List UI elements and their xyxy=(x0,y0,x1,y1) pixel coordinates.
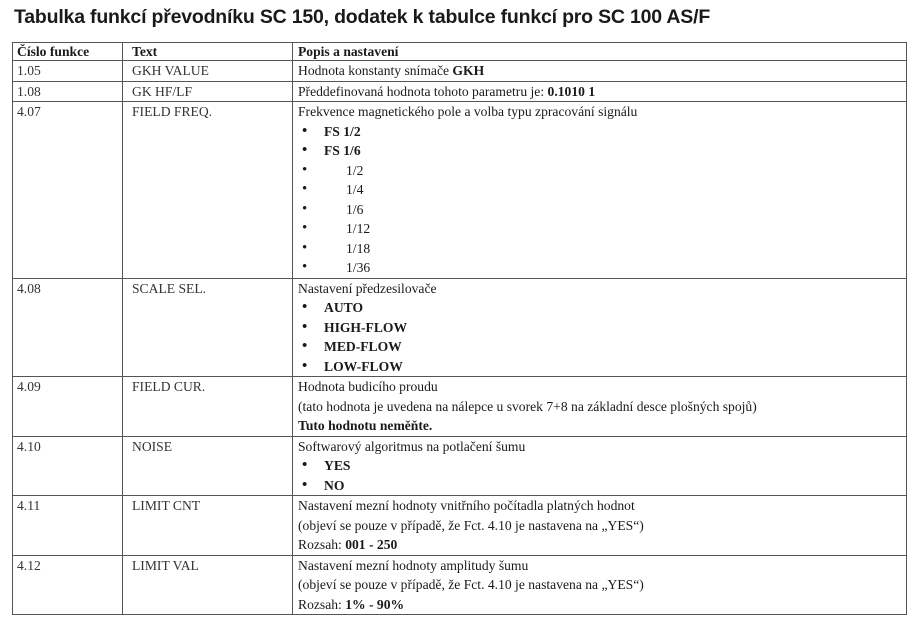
description-text: Nastavení předzesilovače xyxy=(298,280,437,296)
function-text: FIELD FREQ. xyxy=(123,102,293,279)
function-text: FIELD CUR. xyxy=(123,377,293,437)
description-line xyxy=(298,535,902,555)
description-line xyxy=(298,279,902,299)
description-text: Rozsah: xyxy=(298,537,346,552)
function-number: 4.08 xyxy=(13,278,123,377)
description-line xyxy=(298,82,902,102)
option-item: • FS 1/6 xyxy=(298,141,902,161)
option-item: • FS 1/2 xyxy=(298,122,902,142)
function-number: 4.11 xyxy=(13,496,123,556)
option-item: • AUTO xyxy=(298,298,902,318)
function-number: 4.12 xyxy=(13,555,123,615)
description-text: (objeví se pouze v případě, že Fct. 4.10 je nastavena na „YES“) xyxy=(298,517,644,533)
function-description xyxy=(293,377,907,437)
table-row xyxy=(13,102,907,279)
function-description xyxy=(293,81,907,102)
function-description xyxy=(293,496,907,556)
description-text: Softwarový algoritmus na potlačení šumu xyxy=(298,438,526,454)
function-text: GKH VALUE xyxy=(123,61,293,82)
function-description xyxy=(293,61,907,82)
option-list xyxy=(298,298,902,376)
table-row xyxy=(13,436,907,496)
option-list xyxy=(298,122,902,278)
function-description xyxy=(293,102,907,279)
function-text: GK HF/LF xyxy=(123,81,293,102)
option-item: • 1/12 xyxy=(298,219,902,239)
function-number: 4.07 xyxy=(13,102,123,279)
option-item: • LOW-FLOW xyxy=(298,357,902,377)
description-text: Hodnota budicího proudu xyxy=(298,379,438,394)
table-row xyxy=(13,278,907,377)
table-row xyxy=(13,555,907,615)
description-line xyxy=(298,496,902,516)
table-header-row xyxy=(13,43,907,61)
description-value: GKH xyxy=(452,63,485,78)
option-item: • 1/4 xyxy=(298,180,902,200)
description-line xyxy=(298,397,902,417)
description-line xyxy=(298,102,902,122)
table-row xyxy=(13,496,907,556)
description-text: Nastavení mezní hodnoty amplitudy šumu xyxy=(298,557,529,573)
description-line xyxy=(298,575,902,595)
description-value: Tuto hodnotu neměňte. xyxy=(298,418,433,433)
description-text: Nastavení mezní hodnoty vnitřního počítadla platných hodnot xyxy=(298,498,635,513)
table-row xyxy=(13,377,907,437)
option-item: • HIGH-FLOW xyxy=(298,318,902,338)
description-text: (tato hodnota je uvedena na nálepce u svorek 7+8 na základní desce plošných spojů) xyxy=(298,398,757,414)
description-line xyxy=(298,416,902,436)
option-item: • YES xyxy=(298,456,902,476)
function-description xyxy=(293,278,907,377)
description-value: 0.1010 1 xyxy=(547,83,596,99)
column-header-description: Popis a nastavení xyxy=(293,43,907,61)
function-text: LIMIT CNT xyxy=(123,496,293,556)
function-description xyxy=(293,555,907,615)
description-line xyxy=(298,556,902,576)
option-item: • 1/36 xyxy=(298,258,902,278)
option-item: • MED-FLOW xyxy=(298,337,902,357)
description-line xyxy=(298,61,902,81)
function-text: NOISE xyxy=(123,436,293,496)
table-row xyxy=(13,61,907,82)
table-body xyxy=(13,61,907,615)
description-value: 1% - 90% xyxy=(345,596,405,612)
document-title: Tabulka funkcí převodníku SC 150, dodatek k tabulce funkcí pro SC 100 AS/F xyxy=(14,6,711,28)
description-value: 001 - 250 xyxy=(345,537,398,552)
option-item: • 1/6 xyxy=(298,200,902,220)
description-line xyxy=(298,377,902,397)
description-line xyxy=(298,437,902,457)
function-number: 4.09 xyxy=(13,377,123,437)
option-item: • 1/18 xyxy=(298,239,902,259)
function-number: 1.05 xyxy=(13,61,123,82)
function-table xyxy=(12,42,907,615)
function-description xyxy=(293,436,907,496)
table-row xyxy=(13,81,907,102)
option-item: • NO xyxy=(298,476,902,496)
description-text: Hodnota konstanty snímače xyxy=(298,63,453,78)
option-list xyxy=(298,456,902,495)
function-text: SCALE SEL. xyxy=(123,278,293,377)
column-header-number: Číslo funkce xyxy=(13,43,123,61)
function-text: LIMIT VAL xyxy=(123,555,293,615)
description-text: Rozsah: xyxy=(298,596,346,612)
description-line xyxy=(298,516,902,536)
description-text: Frekvence magnetického pole a volba typu zpracování signálu xyxy=(298,104,638,119)
function-number: 4.10 xyxy=(13,436,123,496)
description-text: (objeví se pouze v případě, že Fct. 4.10 je nastavena na „YES“) xyxy=(298,577,644,592)
option-item: • 1/2 xyxy=(298,161,902,181)
description-line xyxy=(298,595,902,615)
description-text: Předdefinovaná hodnota tohoto parametru je: xyxy=(298,83,548,99)
column-header-text: Text xyxy=(123,43,293,61)
function-number: 1.08 xyxy=(13,81,123,102)
